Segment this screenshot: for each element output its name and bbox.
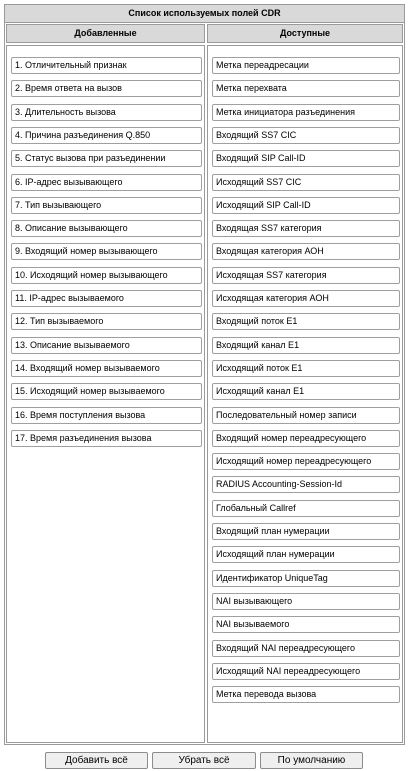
available-field-item[interactable]: Метка перехвата <box>212 80 400 97</box>
button-bar <box>0 750 410 770</box>
available-field-item[interactable]: Исходящая SS7 категория <box>212 267 400 284</box>
available-field-item[interactable]: Метка переадресации <box>212 57 400 74</box>
added-field-item[interactable]: 10. Исходящий номер вызывающего <box>11 267 202 284</box>
remove-all-button[interactable]: Убрать всё <box>152 752 256 769</box>
available-field-item[interactable]: Входящий канал E1 <box>212 337 400 354</box>
panel-title: Список используемых полей CDR <box>5 5 404 23</box>
available-field-item[interactable]: Исходящий поток E1 <box>212 360 400 377</box>
available-field-item[interactable]: Исходящая категория АОН <box>212 290 400 307</box>
added-fields-list <box>6 45 205 743</box>
available-field-item[interactable]: Исходящий NAI переадресующего <box>212 663 400 680</box>
available-field-item[interactable]: NAI вызываемого <box>212 616 400 633</box>
available-fields-list <box>207 45 403 743</box>
available-field-item[interactable]: Исходящий канал E1 <box>212 383 400 400</box>
available-field-item[interactable]: Последовательный номер записи <box>212 407 400 424</box>
available-field-item[interactable]: Входящий SS7 CIC <box>212 127 400 144</box>
available-field-item[interactable]: Идентификатор UniqueTag <box>212 570 400 587</box>
added-field-item[interactable]: 11. IP-адрес вызываемого <box>11 290 202 307</box>
available-field-item[interactable]: Глобальный Callref <box>212 500 400 517</box>
added-column-header: Добавленные <box>6 24 205 43</box>
available-field-item[interactable]: Исходящий SS7 CIC <box>212 174 400 191</box>
available-field-item[interactable]: NAI вызывающего <box>212 593 400 610</box>
available-field-item[interactable]: Входящий поток E1 <box>212 313 400 330</box>
available-field-item[interactable]: Метка перевода вызова <box>212 686 400 703</box>
added-field-item[interactable]: 1. Отличительный признак <box>11 57 202 74</box>
available-field-item[interactable]: Входящий SIP Call-ID <box>212 150 400 167</box>
available-field-item[interactable]: Входящая категория АОН <box>212 243 400 260</box>
added-field-item[interactable]: 5. Статус вызова при разъединении <box>11 150 202 167</box>
available-field-item[interactable]: Входящий номер переадресующего <box>212 430 400 447</box>
available-field-item[interactable]: Входящий план нумерации <box>212 523 400 540</box>
available-field-item[interactable]: Исходящий план нумерации <box>212 546 400 563</box>
added-field-item[interactable]: 14. Входящий номер вызываемого <box>11 360 202 377</box>
added-field-item[interactable]: 8. Описание вызывающего <box>11 220 202 237</box>
cdr-fields-panel <box>4 4 405 745</box>
added-field-item[interactable]: 7. Тип вызывающего <box>11 197 202 214</box>
added-field-item[interactable]: 12. Тип вызываемого <box>11 313 202 330</box>
added-field-item[interactable]: 6. IP-адрес вызывающего <box>11 174 202 191</box>
added-field-item[interactable]: 16. Время поступления вызова <box>11 407 202 424</box>
added-field-item[interactable]: 15. Исходящий номер вызываемого <box>11 383 202 400</box>
available-column-header: Доступные <box>207 24 403 43</box>
added-field-item[interactable]: 13. Описание вызываемого <box>11 337 202 354</box>
available-field-item[interactable]: Исходящий номер переадресующего <box>212 453 400 470</box>
added-field-item[interactable]: 9. Входящий номер вызывающего <box>11 243 202 260</box>
available-field-item[interactable]: Входящая SS7 категория <box>212 220 400 237</box>
added-field-item[interactable]: 4. Причина разъединения Q.850 <box>11 127 202 144</box>
available-field-item[interactable]: Входящий NAI переадресующего <box>212 640 400 657</box>
available-field-item[interactable]: Исходящий SIP Call-ID <box>212 197 400 214</box>
default-button[interactable]: По умолчанию <box>260 752 363 769</box>
added-field-item[interactable]: 2. Время ответа на вызов <box>11 80 202 97</box>
available-field-item[interactable]: RADIUS Accounting-Session-Id <box>212 476 400 493</box>
add-all-button[interactable]: Добавить всё <box>45 752 148 769</box>
added-field-item[interactable]: 3. Длительность вызова <box>11 104 202 121</box>
added-field-item[interactable]: 17. Время разъединения вызова <box>11 430 202 447</box>
available-field-item[interactable]: Метка инициатора разъединения <box>212 104 400 121</box>
